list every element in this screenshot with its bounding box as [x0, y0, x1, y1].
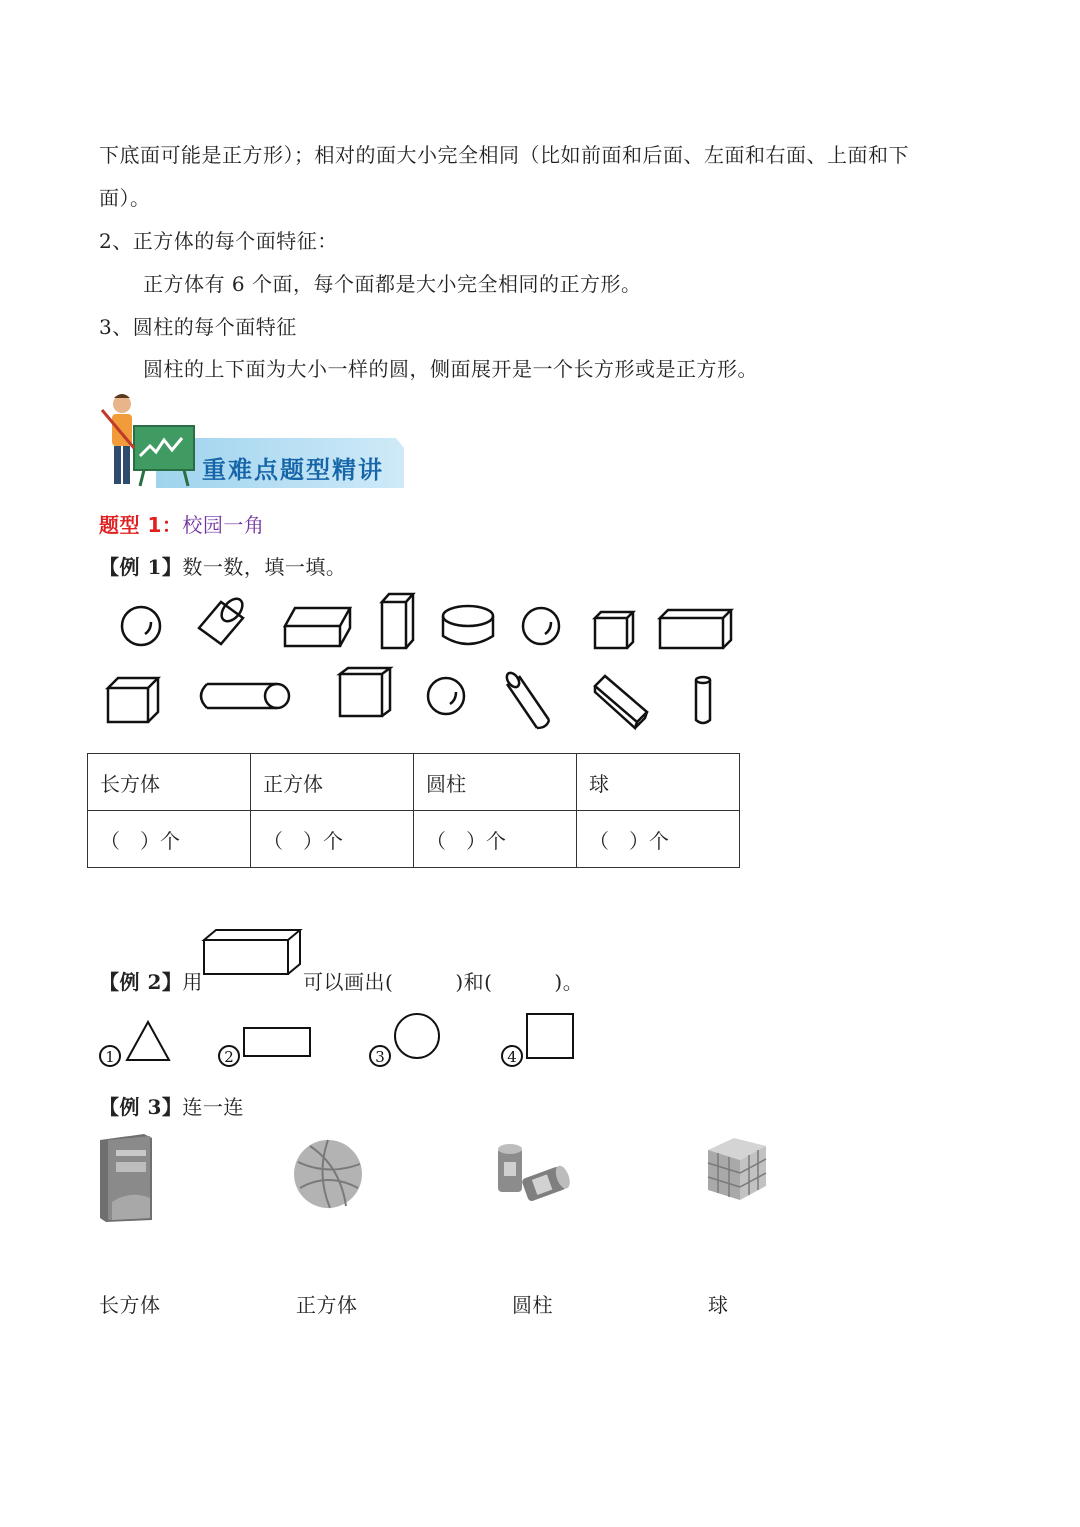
example-3-prompt — [99, 1091, 244, 1120]
label-cylinder[interactable]: 圆柱 — [512, 1293, 553, 1317]
cuboid-icon — [660, 610, 731, 648]
cuboid-icon — [285, 608, 350, 646]
paragraph-cube-faces: 正方体有 6 个面，每个面都是大小完全相同的正方形。 — [143, 272, 642, 296]
label-sphere[interactable]: 球 — [708, 1293, 729, 1317]
cuboid-tall-icon — [382, 594, 413, 648]
sphere-icon — [428, 678, 464, 714]
cuboid-tilted-icon — [595, 676, 647, 728]
heading-cylinder-faces: 3、圆柱的每个面特征 — [99, 315, 297, 339]
paragraph-cylinder-faces: 圆柱的上下面为大小一样的圆，侧面展开是一个长方形或是正方形。 — [143, 357, 758, 381]
table-header: 正方体 — [251, 754, 414, 811]
option-square[interactable] — [502, 1014, 573, 1066]
example-2-tag: 【例 2】 — [99, 970, 183, 994]
example-1-prompt — [99, 551, 346, 580]
label-cube[interactable]: 正方体 — [296, 1293, 358, 1317]
label-cuboid[interactable]: 长方体 — [99, 1293, 161, 1317]
example-2-text-c: )和( — [455, 970, 493, 994]
cube-icon — [108, 678, 158, 722]
paragraph-rectangular-prism-faces: 下底面可能是正方形）；相对的面大小完全相同（比如前面和后面、左面和右面、上面和下 — [99, 143, 909, 167]
table-header: 圆柱 — [414, 754, 577, 811]
cube-icon — [595, 612, 633, 648]
type-heading — [99, 509, 264, 538]
table-cell[interactable]: （ ）个 — [251, 811, 414, 868]
banner-title: 重难点题型精讲 — [202, 456, 384, 484]
cuboid-icon — [200, 926, 304, 978]
table-header: 球 — [577, 754, 740, 811]
example-3-text: 连一连 — [182, 1095, 244, 1119]
example-1-text: 数一数，填一填。 — [182, 555, 347, 579]
sphere-icon — [523, 608, 559, 644]
example-1-tag: 【例 1】 — [99, 555, 183, 579]
option-number: 4 — [507, 1048, 517, 1066]
example-3-tag: 【例 3】 — [99, 1095, 183, 1119]
rubiks-cube-icon[interactable] — [704, 1134, 770, 1204]
example-2-sentence — [303, 966, 583, 995]
cylinder-flat-icon — [443, 606, 493, 644]
table-row — [88, 811, 740, 868]
cylinder-icon — [199, 595, 246, 644]
heading-cube-faces: 2、正方体的每个面特征： — [99, 229, 338, 253]
cylinder-tilted-icon — [504, 671, 549, 728]
option-number: 1 — [105, 1048, 115, 1066]
table-cell[interactable]: （ ）个 — [88, 811, 251, 868]
option-number: 3 — [375, 1048, 385, 1066]
cylinder-lying-icon — [201, 684, 289, 708]
type-title: 校园一角 — [182, 513, 265, 537]
sphere-icon — [122, 607, 160, 645]
shapes-figure — [95, 588, 755, 738]
example-2-tag-wrap — [99, 966, 203, 995]
example-2-text-a: 用 — [182, 970, 203, 994]
basketball-icon[interactable] — [290, 1136, 366, 1212]
table-cell[interactable]: （ ）个 — [414, 811, 577, 868]
book-icon[interactable] — [96, 1132, 156, 1224]
example-2-text-b: 可以画出( — [303, 970, 394, 994]
option-rectangle[interactable] — [219, 1028, 310, 1066]
answer-table — [87, 753, 740, 868]
table-cell[interactable]: （ ）个 — [577, 811, 740, 868]
option-circle[interactable] — [370, 1014, 439, 1066]
table-header-row — [88, 754, 740, 811]
option-number: 2 — [224, 1048, 234, 1066]
option-triangle[interactable] — [100, 1022, 169, 1066]
cube-icon — [340, 668, 390, 716]
section-banner — [96, 390, 406, 490]
example-2-text-d: )。 — [554, 970, 584, 994]
table-header: 长方体 — [88, 754, 251, 811]
options-figure — [96, 1010, 586, 1072]
type-label: 题型 1： — [99, 513, 183, 537]
paragraph-continuation: 面）。 — [99, 186, 151, 210]
cans-icon[interactable] — [494, 1140, 572, 1206]
cylinder-thin-icon — [696, 677, 710, 723]
